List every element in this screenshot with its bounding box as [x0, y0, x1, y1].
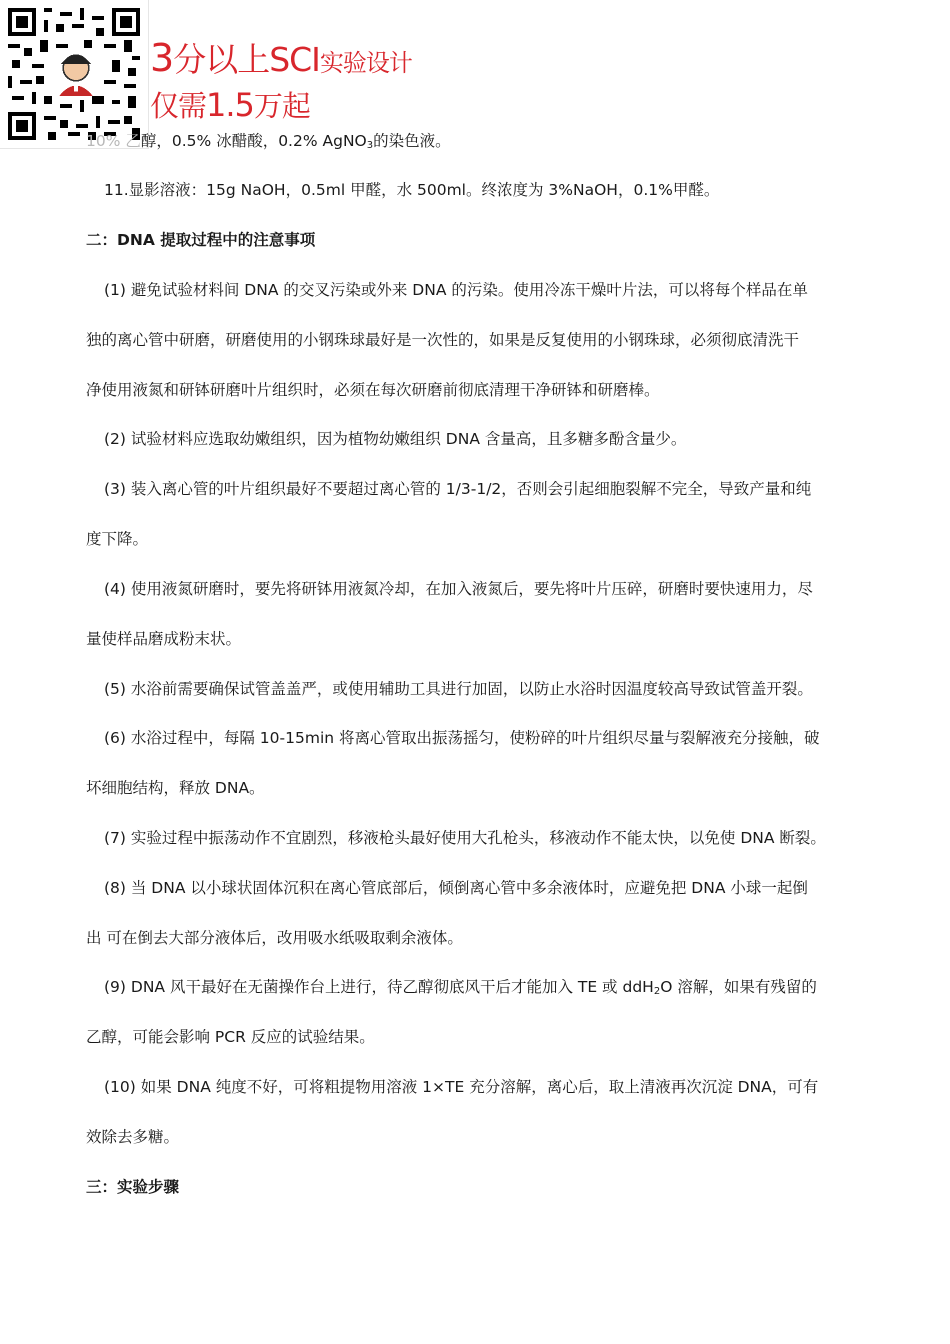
note-10-line-1: (10) 如果 DNA 纯度不好，可将粗提物用溶液 1×TE 充分溶解，离心后，取上清液再次沉淀 DNA，可有	[104, 1078, 819, 1096]
stain-solution-line	[86, 116, 866, 166]
note-4-line-2: 量使样品磨成粉末状。	[86, 630, 242, 648]
ad-number: 3	[150, 36, 174, 80]
note-3-line-2: 度下降。	[86, 530, 149, 548]
note-8-line-2: 出 可在倒去大部分液体后，改用吸水纸吸取剩余液体。	[86, 929, 463, 947]
ad-price-number: 1.5	[206, 86, 254, 124]
note-1-line-2: 独的离心管中研磨，研磨使用的小钢珠球最好是一次性的，如果是反复使用的小钢珠球，必须彻底清洗干	[86, 331, 800, 349]
note-9-text-end: O 溶解，如果有残留的	[660, 978, 817, 996]
ad-text: 分以上SCI	[173, 40, 320, 79]
note-1-line-3: 净使用液氮和研钵研磨叶片组织时，必须在每次研磨前彻底清理干净研钵和研磨棒。	[86, 381, 660, 399]
note-2: (2) 试验材料应选取幼嫩组织，因为植物幼嫩组织 DNA 含量高，且多糖多酚含量少。	[104, 430, 687, 448]
note-9-line-1	[86, 962, 884, 1012]
ad-price-prefix: 仅需	[150, 89, 207, 123]
item-11: 11.显影溶液：15g NaOH，0.5ml 甲醛，水 500ml。终浓度为 3%NaOH，0.1%甲醛。	[104, 181, 720, 199]
ad-price-suffix: 万起	[253, 89, 310, 123]
section-heading-3: 三：实验步骤	[86, 1178, 180, 1196]
ad-headline[interactable]	[150, 34, 412, 81]
note-9-line-2: 乙醇，可能会影响 PCR 反应的试验结果。	[86, 1028, 375, 1046]
subscript: 2	[653, 986, 661, 997]
note-4-line-1: (4) 使用液氮研磨时，要先将研钵用液氮冷却，在加入液氮后，要先将叶片压碎，研磨时要快速用力，尽	[104, 580, 813, 598]
note-1-line-1: (1) 避免试验材料间 DNA 的交叉污染或外来 DNA 的污染。使用冷冻干燥叶片法，可以将每个样品在单	[104, 281, 808, 299]
note-6-line-2: 坏细胞结构，释放 DNA。	[86, 779, 265, 797]
stain-line-end: 的染色液。	[373, 132, 451, 150]
ad-text-small: 实验设计	[319, 49, 412, 77]
note-3-line-1: (3) 装入离心管的叶片组织最好不要超过离心管的 1/3-1/2，否则会引起细胞裂解不完全，导致产量和纯	[104, 480, 812, 498]
stain-line-text: 醇，0.5% 冰醋酸，0.2% AgNO	[140, 132, 367, 150]
note-10-line-2: 效除去多糖。	[86, 1128, 180, 1146]
stain-line-prefix: 10% 乙	[86, 132, 141, 150]
subscript: 3	[366, 140, 374, 151]
section-heading-2: 二：DNA 提取过程中的注意事项	[86, 231, 316, 249]
note-8-line-1: (8) 当 DNA 以小球状固体沉积在离心管底部后，倾倒离心管中多余液体时，应避免把 DNA 小球一起倒	[104, 879, 808, 897]
note-7: (7) 实验过程中振荡动作不宜剧烈，移液枪头最好使用大孔枪头，移液动作不能太快，以免使 DNA 断裂。	[104, 829, 826, 847]
note-5: (5) 水浴前需要确保试管盖盖严，或使用辅助工具进行加固，以防止水浴时因温度较高导致试管盖开裂。	[104, 680, 813, 698]
note-6-line-1: (6) 水浴过程中，每隔 10-15min 将离心管取出振荡摇匀，使粉碎的叶片组织尽量与裂解液充分接触，破	[104, 729, 820, 747]
note-9-text: (9) DNA 风干最好在无菌操作台上进行，待乙醇彻底风干后才能加入 TE 或 ddH	[104, 978, 654, 996]
